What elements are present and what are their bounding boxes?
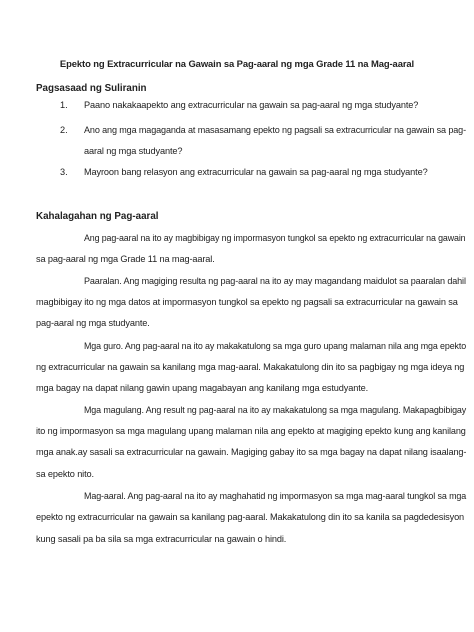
document-title: Epekto ng Extracurricular na Gawain sa Pag-aaral ng mga Grade 11 na Mag-aaral <box>59 58 415 69</box>
question-text: Mayroon bang relasyon ang extracurricular na gawain sa pag-aaral ng mga studyante? <box>84 167 428 177</box>
paragraph-line: magbibigay ito ng mga datos at impormasyon tungkol sa epekto ng pagsali sa extracurricular na gawain sa <box>36 297 458 307</box>
paragraph-line: Mga guro. Ang pag-aaral na ito ay makakatulong sa mga guro upang malaman nila ang mga epekto <box>84 341 467 351</box>
paragraph-line: Ang pag-aaral na ito ay magbibigay ng impormasyon tungkol sa epekto ng extracurricular na gawain <box>84 233 466 243</box>
question-number: 3. <box>60 167 68 177</box>
question-text: aaral ng mga studyante? <box>84 146 183 156</box>
question-text: Paano nakakaapekto ang extracurricular na gawain sa pag-aaral ng mga studyante? <box>84 100 419 110</box>
paragraph-line: Mga magulang. Ang result ng pag-aaral na ito ay makakatulong sa mga magulang. Makapagbibigay <box>84 405 467 415</box>
paragraph-line: kung sasali pa ba sila sa mga extracurricular na gawain o hindi. <box>36 534 287 544</box>
paragraph-line: Paaralan. Ang magiging resulta ng pag-aaral na ito ay may magandang maidulot sa paaralan dahil <box>84 276 466 286</box>
question-number: 2. <box>60 125 68 135</box>
section-heading-significance: Kahalagahan ng Pag-aaral <box>36 211 159 222</box>
paragraph-line: ng extracurricular na gawain sa kanilang mga mag-aaral. Makakatulong din ito sa pagbigay ng mga ideya ng <box>36 362 465 372</box>
question-number: 1. <box>60 100 68 110</box>
paragraph-line: mga bagay na dapat nilang gawin upang magabayan ang kanilang mga estudyante. <box>36 383 369 393</box>
paragraph-line: mga anak.ay sasali sa extracurricular na gawain. Magiging gabay ito sa mga bagay na dapat nilang isaalang- <box>36 447 467 457</box>
paragraph-line: epekto ng extracurricular na gawain sa kanilang pag-aaral. Makakatulong din ito sa kanila sa pagdedesisyon <box>36 512 465 522</box>
paragraph-line: sa epekto nito. <box>36 469 94 479</box>
paragraph-line: sa pag-aaral ng mga Grade 11 na mag-aaral. <box>36 254 215 264</box>
question-text: Ano ang mga magaganda at masasamang epekto ng pagsali sa extracurricular na gawain sa pag- <box>84 125 466 135</box>
paragraph-line: pag-aaral ng mga studyante. <box>36 318 150 328</box>
section-heading-problem: Pagsasaad ng Suliranin <box>36 83 147 94</box>
paragraph-line: Mag-aaral. Ang pag-aaral na ito ay maghahatid ng impormasyon sa mga mag-aaral tungkol sa mga <box>84 491 467 501</box>
paragraph-line: ito ng impormasyon sa mga magulang upang malaman nila ang epekto at magiging epekto kung ang kanilang <box>36 426 466 436</box>
